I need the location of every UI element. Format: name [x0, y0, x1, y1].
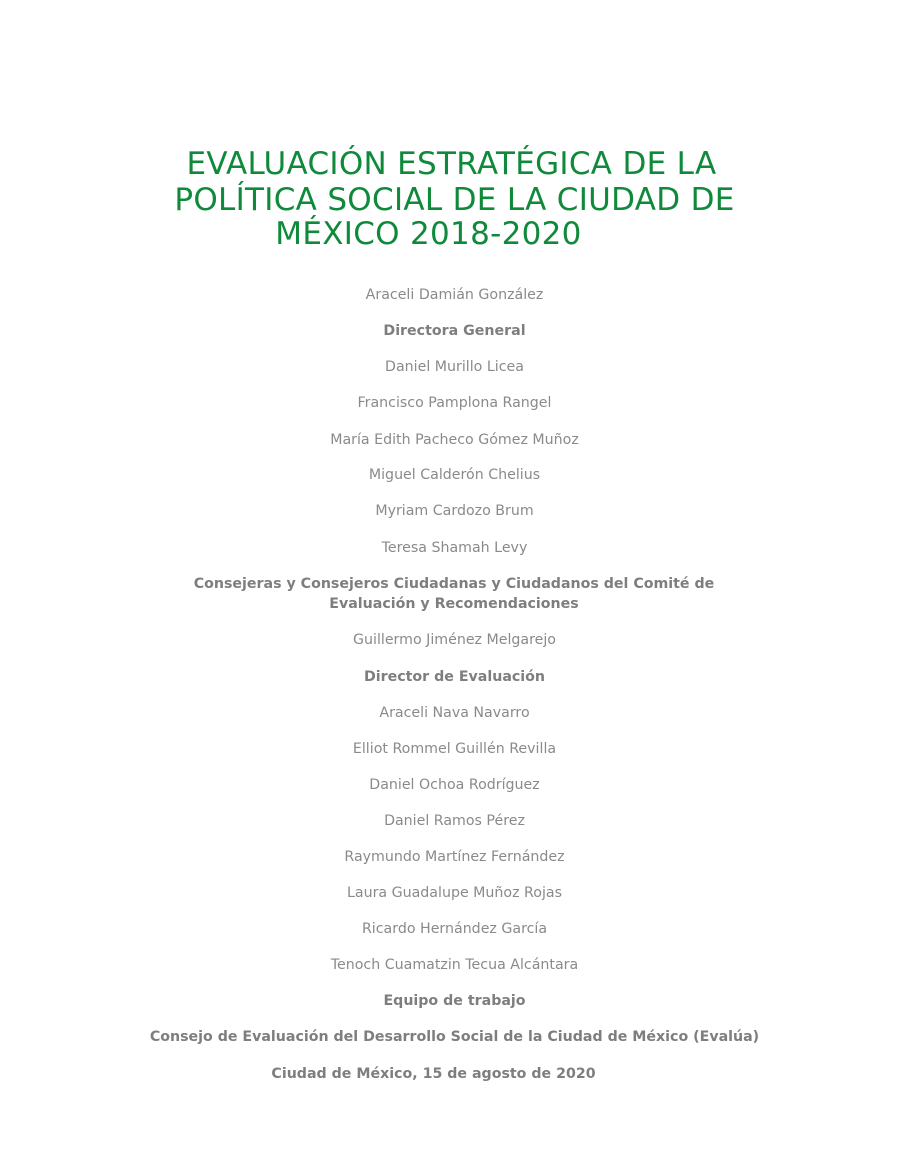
team-member: Daniel Ochoa Rodríguez	[369, 777, 540, 793]
director-evaluation-role: Director de Evaluación	[363, 669, 546, 685]
council-role: Consejeras y Consejeros Ciudadanas y Ciudadanos del Comité de Evaluación y Recomendaciones	[193, 576, 715, 612]
team-role: Equipo de trabajo	[383, 993, 526, 1009]
council-member: Daniel Murillo Licea	[385, 359, 524, 375]
council-member: Teresa Shamah Levy	[381, 540, 528, 556]
team-member: Tenoch Cuamatzin Tecua Alcántara	[330, 957, 579, 973]
council-member: Myriam Cardozo Brum	[375, 503, 534, 519]
council-member: María Edith Pacheco Gómez Muñoz	[330, 432, 579, 448]
team-member: Raymundo Martínez Fernández	[344, 849, 565, 865]
document-title-line-2: POLÍTICA SOCIAL DE LA CIUDAD DE	[174, 182, 735, 218]
place-and-date: Ciudad de México, 15 de agosto de 2020	[271, 1066, 596, 1082]
document-title-line-3: MÉXICO 2018-2020	[275, 216, 582, 252]
director-general-role: Directora General	[383, 323, 526, 339]
director-general-name: Araceli Damián González	[365, 287, 544, 303]
director-evaluation-name: Guillermo Jiménez Melgarejo	[353, 632, 556, 648]
team-member: Laura Guadalupe Muñoz Rojas	[347, 885, 562, 901]
document-title-line-1: EVALUACIÓN ESTRATÉGICA DE LA	[186, 146, 717, 182]
council-member: Miguel Calderón Chelius	[368, 467, 541, 483]
council-member: Francisco Pamplona Rangel	[357, 395, 552, 411]
team-member: Ricardo Hernández García	[361, 921, 548, 937]
organization-name: Consejo de Evaluación del Desarrollo Social de la Ciudad de México (Evalúa)	[149, 1029, 760, 1045]
team-member: Elliot Rommel Guillén Revilla	[352, 741, 557, 757]
team-member: Araceli Nava Navarro	[379, 705, 530, 721]
team-member: Daniel Ramos Pérez	[384, 813, 525, 829]
